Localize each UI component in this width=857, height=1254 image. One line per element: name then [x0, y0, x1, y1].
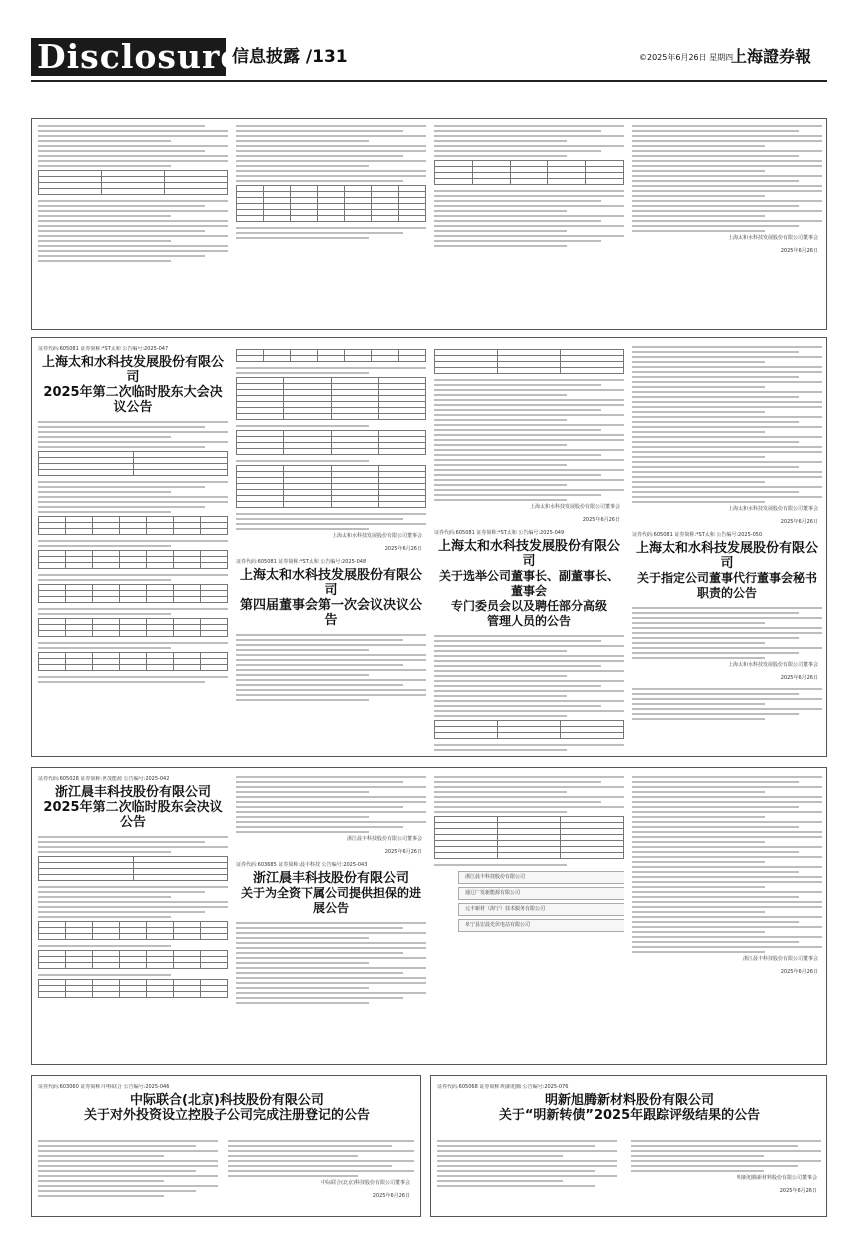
- signature-line: 明新旭腾新材料股份有限公司董事会: [736, 1175, 817, 1181]
- signature-date: 2025年6月26日: [372, 1193, 410, 1199]
- notice-header: [632, 532, 822, 601]
- company-name: 上海太和水科技发展股份有限公司: [437, 539, 620, 569]
- text-column: [632, 346, 822, 754]
- data-table: [38, 170, 228, 195]
- notice-header: [437, 1084, 822, 1123]
- text-column: [38, 776, 228, 1062]
- notice-header: [38, 1084, 416, 1123]
- data-table: [38, 584, 228, 603]
- notice-title-line: 管理人员的公告: [486, 614, 571, 628]
- data-table: [236, 377, 426, 420]
- notice-header: [38, 776, 228, 830]
- company-name: 明新旭腾新材料股份有限公司: [544, 1093, 714, 1108]
- notice-header: [236, 559, 426, 628]
- data-table: [38, 856, 228, 881]
- data-table: [434, 816, 624, 859]
- data-table: [434, 349, 624, 374]
- issue-date: ©2025年6月26日 星期四: [639, 53, 734, 62]
- company-name: 中际联合(北京)科技股份有限公司: [130, 1093, 324, 1108]
- guaranteed-entity-list: [458, 871, 624, 932]
- notice-title-line: 关于指定公司董事代行董事会秘书: [636, 571, 817, 585]
- stock-code-line: 证券代码:605081 证券简称:*ST太和 公告编号:2025-048: [236, 559, 367, 565]
- stock-code-line: 证券代码:605081 证券简称:*ST太和 公告编号:2025-050: [632, 532, 763, 538]
- company-name: 浙江晨丰科技股份有限公司: [54, 785, 211, 800]
- notice-header: [434, 530, 624, 629]
- notice-title: 关于“明新转债”2025年跟踪评级结果的公告: [498, 1108, 761, 1123]
- signature-line: 上海太和水科技发展股份有限公司董事会: [529, 504, 620, 510]
- data-table: [38, 516, 228, 535]
- signature-line: 上海太和水科技发展股份有限公司董事会: [727, 662, 818, 668]
- stock-code-line: 证券代码:603060 证券简称:中科联合 公告编号:2025-046: [38, 1084, 170, 1090]
- chenfeng-region: [31, 767, 827, 1065]
- signature-date: 2025年6月26日: [779, 1188, 817, 1194]
- stock-code-line: 证券代码:605068 证券简称:明新旭腾 公告编号:2025-076: [437, 1084, 569, 1090]
- text-column: [236, 125, 426, 325]
- data-table: [38, 979, 228, 998]
- signature-line: 上海太和水科技发展股份有限公司董事会: [727, 506, 818, 512]
- text-column: [236, 346, 426, 754]
- text-column: [236, 776, 426, 1062]
- data-table: [236, 349, 426, 362]
- data-table: [38, 921, 228, 940]
- data-table: [38, 451, 228, 476]
- signature-date: 2025年6月26日: [780, 969, 818, 975]
- signature-date: 2025年6月26日: [780, 675, 818, 681]
- notice-header: [236, 862, 426, 916]
- signature-line: 浙江晨丰科技股份有限公司董事会: [346, 836, 422, 842]
- text-column: [631, 1140, 821, 1214]
- data-table: [38, 950, 228, 969]
- entity-item: 阜宁县宏晨光伏电站有限公司: [458, 919, 624, 932]
- text-column: [38, 125, 228, 325]
- zhongji-region: [31, 1075, 421, 1217]
- text-column: [38, 346, 228, 754]
- data-table: [434, 160, 624, 185]
- data-table: [434, 720, 624, 739]
- data-table: [236, 465, 426, 508]
- notice-title: 2025年第二次临时股东大会决议公告: [43, 385, 223, 415]
- signature-line: 中际联合(北京)科技股份有限公司董事会: [321, 1180, 410, 1186]
- text-column: [38, 1140, 218, 1214]
- signature-date: 2025年6月26日: [384, 546, 422, 552]
- masthead: [31, 38, 827, 78]
- signature-line: 浙江晨丰科技股份有限公司董事会: [742, 956, 818, 962]
- notice-title-line: 关于选举公司董事长、副董事长、董事会: [438, 569, 619, 598]
- newspaper-brand: 上海證券報: [731, 47, 812, 66]
- stock-code-line: 证券代码:605028 证券简称:世茂能源 公告编号:2025-042: [38, 776, 170, 782]
- section-title: 信息披露 /131: [232, 47, 348, 67]
- data-table: [236, 185, 426, 222]
- company-name: 上海太和水科技发展股份有限公司: [635, 541, 818, 571]
- text-column: [632, 776, 822, 1062]
- text-column: [434, 125, 624, 325]
- signature-date: 2025年6月26日: [780, 519, 818, 525]
- text-column: [434, 776, 624, 1062]
- text-column: [228, 1140, 414, 1214]
- taihe-region: [31, 337, 827, 757]
- data-table: [38, 618, 228, 637]
- masthead-rule: [31, 80, 827, 82]
- signature-line: 上海太和水科技发展股份有限公司董事会: [727, 235, 818, 241]
- stock-code-line: 证券代码:605081 证券简称:*ST太和 公告编号:2025-049: [434, 530, 565, 536]
- text-column: [632, 125, 822, 325]
- signature-date: 2025年6月26日: [780, 248, 818, 254]
- stock-code-line: 证券代码:603685 证券简称:晨丰科技 公告编号:2025-043: [236, 862, 368, 868]
- signature-date: 2025年6月26日: [384, 849, 422, 855]
- notice-title-line: 职责的公告: [696, 586, 757, 600]
- company-name: 浙江晨丰科技股份有限公司: [252, 871, 409, 886]
- entity-item: 元丰新材（海宁）技术服务有限公司: [458, 903, 624, 916]
- company-name: 上海太和水科技发展股份有限公司: [239, 568, 422, 598]
- data-table: [236, 430, 426, 455]
- notice-title: 关于为全资下属公司提供担保的进展公告: [240, 886, 421, 915]
- text-column: [434, 346, 624, 754]
- entity-item: 浙江晨丰科技股份有限公司: [458, 871, 624, 884]
- notice-title-line: 专门委员会以及聘任部分高级: [450, 599, 607, 613]
- entity-item: 通辽广发新能源有限公司: [458, 887, 624, 900]
- company-name: 上海太和水科技发展股份有限公司: [41, 355, 224, 385]
- text-column: [437, 1140, 617, 1214]
- notice-header: [38, 346, 228, 415]
- data-table: [38, 550, 228, 569]
- notice-title: 关于对外投资设立控股子公司完成注册登记的公告: [83, 1108, 370, 1123]
- disclosure-logo: Disclosure: [31, 38, 226, 76]
- signature-date: 2025年6月26日: [582, 517, 620, 523]
- continuation-region: [31, 118, 827, 330]
- notice-title: 第四届董事会第一次会议决议公告: [239, 598, 422, 628]
- signature-line: 上海太和水科技发展股份有限公司董事会: [331, 533, 422, 539]
- data-table: [38, 652, 228, 671]
- mingxin-region: [430, 1075, 827, 1217]
- notice-title: 2025年第二次临时股东会决议公告: [43, 800, 223, 830]
- stock-code-line: 证券代码:605081 证券简称:*ST太和 公告编号:2025-047: [38, 346, 169, 352]
